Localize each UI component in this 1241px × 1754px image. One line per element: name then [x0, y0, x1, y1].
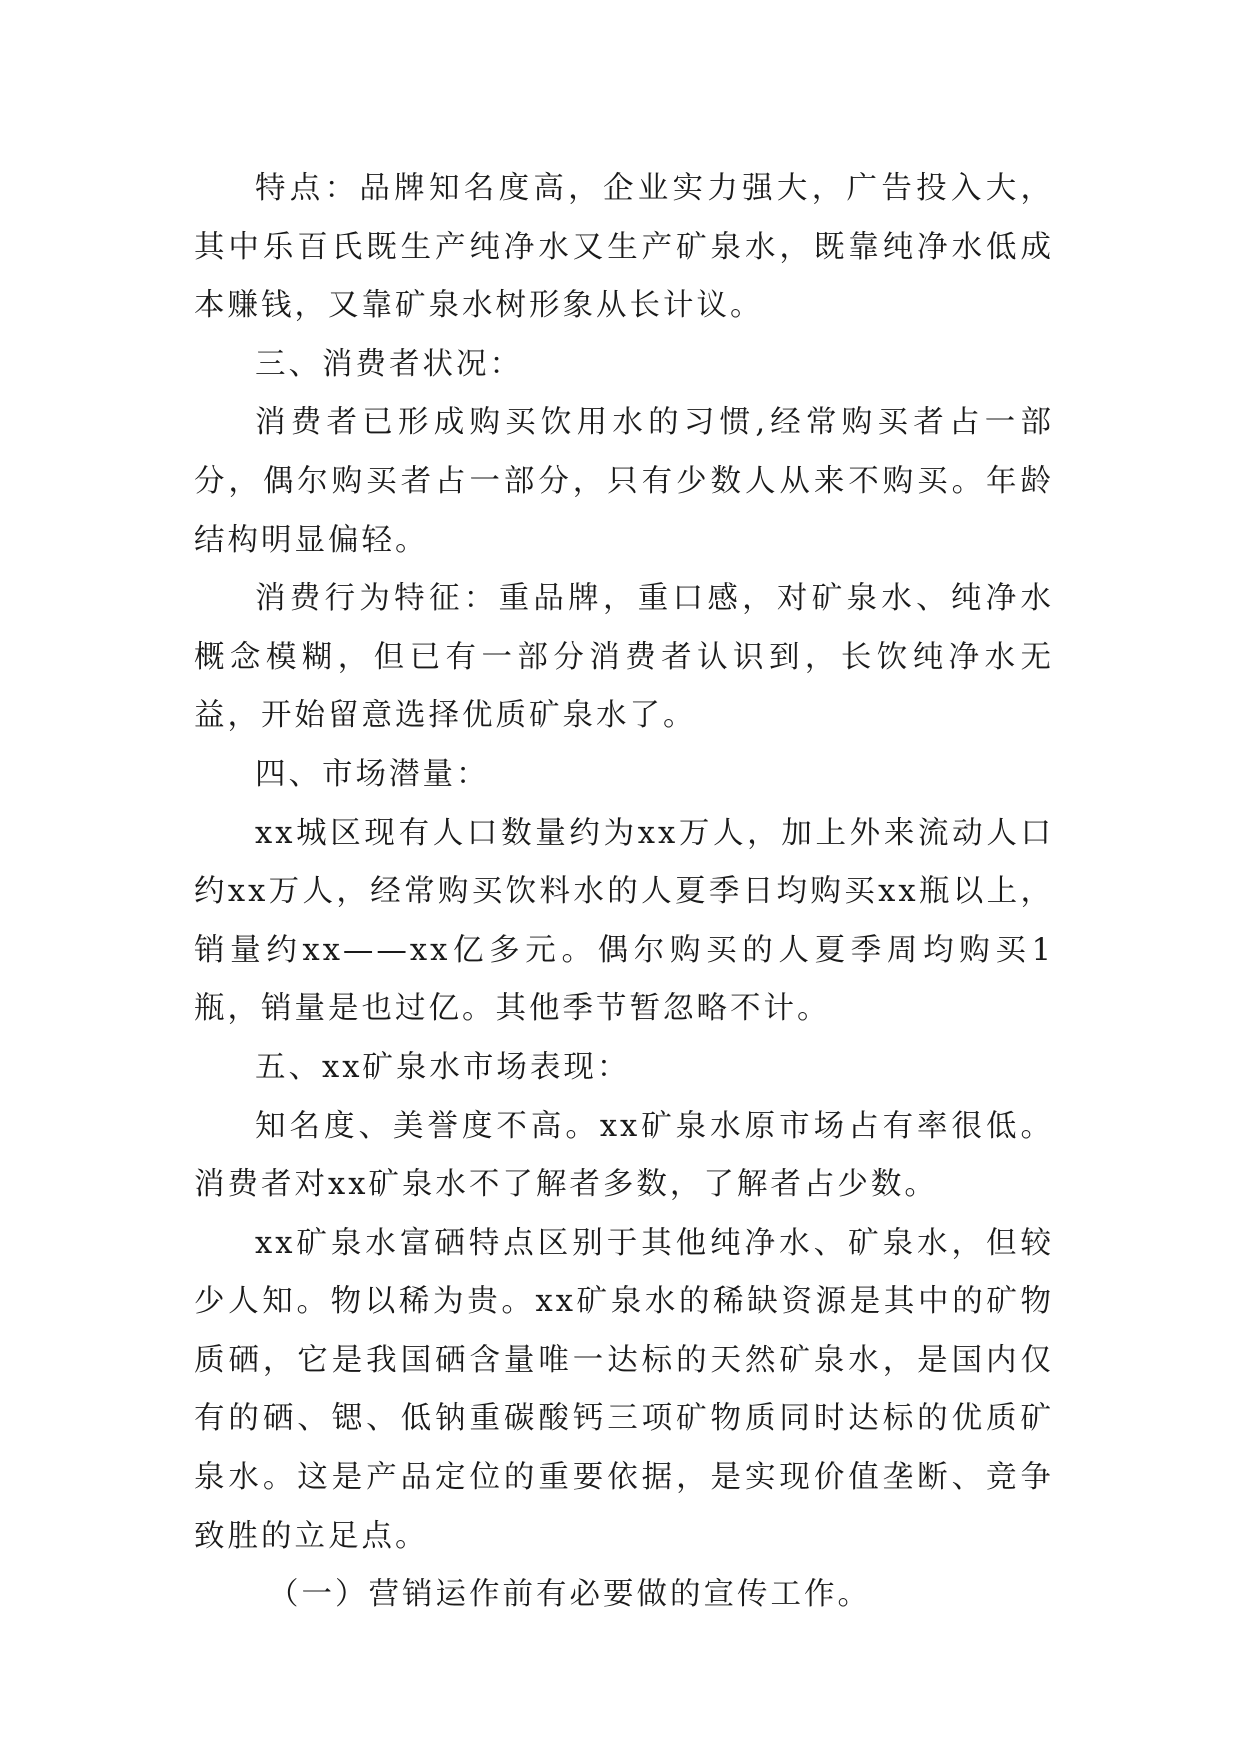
heading-market-performance: 五、xx矿泉水市场表现： — [255, 1049, 631, 1085]
paragraph-features: 特点：品牌知名度高，企业实力强大，广告投入大，其中乐百氏既生产纯净水又生产矿泉水，既靠纯净水低成本赚钱，又靠矿泉水树形象从长计议。 — [194, 171, 1054, 324]
heading-market-potential: 四、市场潜量： — [255, 756, 490, 792]
paragraph-consumer-behavior: 消费行为特征：重品牌，重口感，对矿泉水、纯净水概念模糊，但已有一部分消费者认识到，长饮纯净水无益，开始留意选择优质矿泉水了。 — [194, 581, 1054, 734]
paragraph-selenium-feature: xx矿泉水富硒特点区别于其他纯净水、矿泉水，但较少人知。物以稀为贵。xx矿泉水的稀缺资源是其中的矿物质硒，它是我国硒含量唯一达标的天然矿泉水，是国内仅有的硒、锶、低钠重碳酸钙三项矿物质同时达标的优质矿泉水。这是产品定位的重要依据，是实现价值垄断、竞争致胜的立足点。 — [194, 1225, 1054, 1554]
heading-consumer-status: 三、消费者状况： — [255, 346, 523, 382]
paragraph-consumer-habits: 消费者已形成购买饮用水的习惯,经常购买者占一部分，偶尔购买者占一部分，只有少数人从来不购买。年龄结构明显偏轻。 — [194, 405, 1054, 558]
paragraph-market-potential: xx城区现有人口数量约为xx万人，加上外来流动人口约xx万人，经常购买饮料水的人夏季日均购买xx瓶以上，销量约xx——xx亿多元。偶尔购买的人夏季周均购买1瓶，销量是也过亿。其他季节暂忽略不计。 — [194, 815, 1054, 1027]
document-body — [194, 160, 1054, 1625]
heading-promotion-work: （一）营销运作前有必要做的宣传工作。 — [268, 1577, 871, 1613]
paragraph-awareness: 知名度、美誉度不高。xx矿泉水原市场占有率很低。消费者对xx矿泉水不了解者多数，了解者占少数。 — [194, 1108, 1054, 1203]
